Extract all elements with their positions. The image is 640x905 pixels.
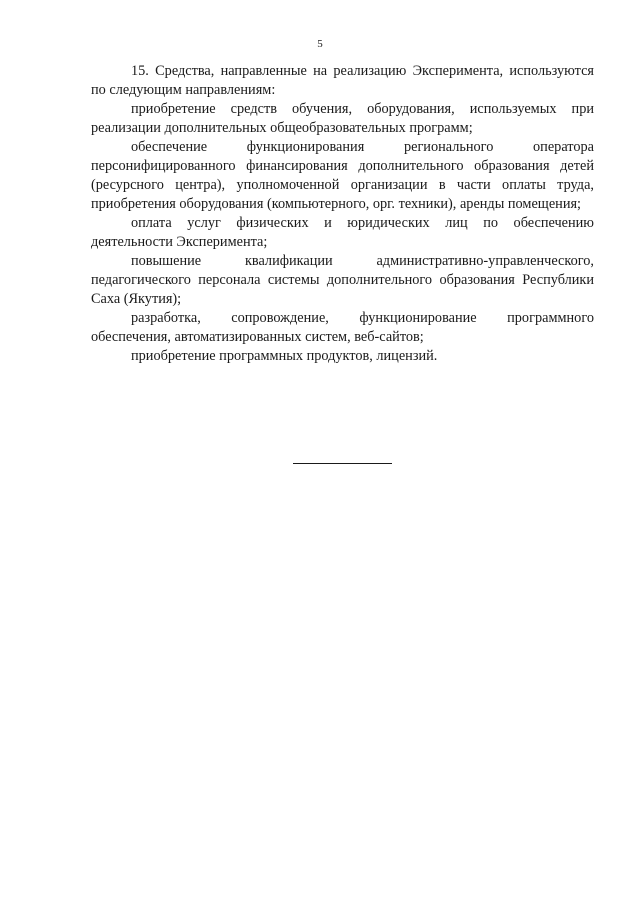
document-body — [91, 62, 594, 366]
paragraph-services-payment: оплата услуг физических и юридических лиц по обеспечению деятельности Эксперимента; — [91, 215, 594, 250]
paragraph-learning-tools: приобретение средств обучения, оборудования, используемых при реализации дополнительных общеобразовательных программ; — [91, 101, 594, 136]
paragraph-regional-operator: обеспечение функционирования регионального оператора персонифицированного финансирования дополнительного образования детей (ресурсного центра), уполномоченной организации в части оплаты труда, приобретения оборудования (компьютерного, орг. техники), аренды помещения; — [91, 139, 594, 212]
end-of-document-divider — [293, 463, 392, 464]
paragraph-staff-training: повышение квалификации административно-управленческого, педагогического персонала системы дополнительного образования Республики Саха (Якутия); — [91, 253, 594, 307]
paragraph-item-15: 15. Средства, направленные на реализацию Эксперимента, используются по следующим направлениям: — [91, 63, 594, 98]
page-number: 5 — [317, 38, 323, 50]
paragraph-software-development: разработка, сопровождение, функционирование программного обеспечения, автоматизированных систем, веб-сайтов; — [91, 310, 594, 345]
paragraph-software-licenses: приобретение программных продуктов, лицензий. — [131, 348, 438, 364]
